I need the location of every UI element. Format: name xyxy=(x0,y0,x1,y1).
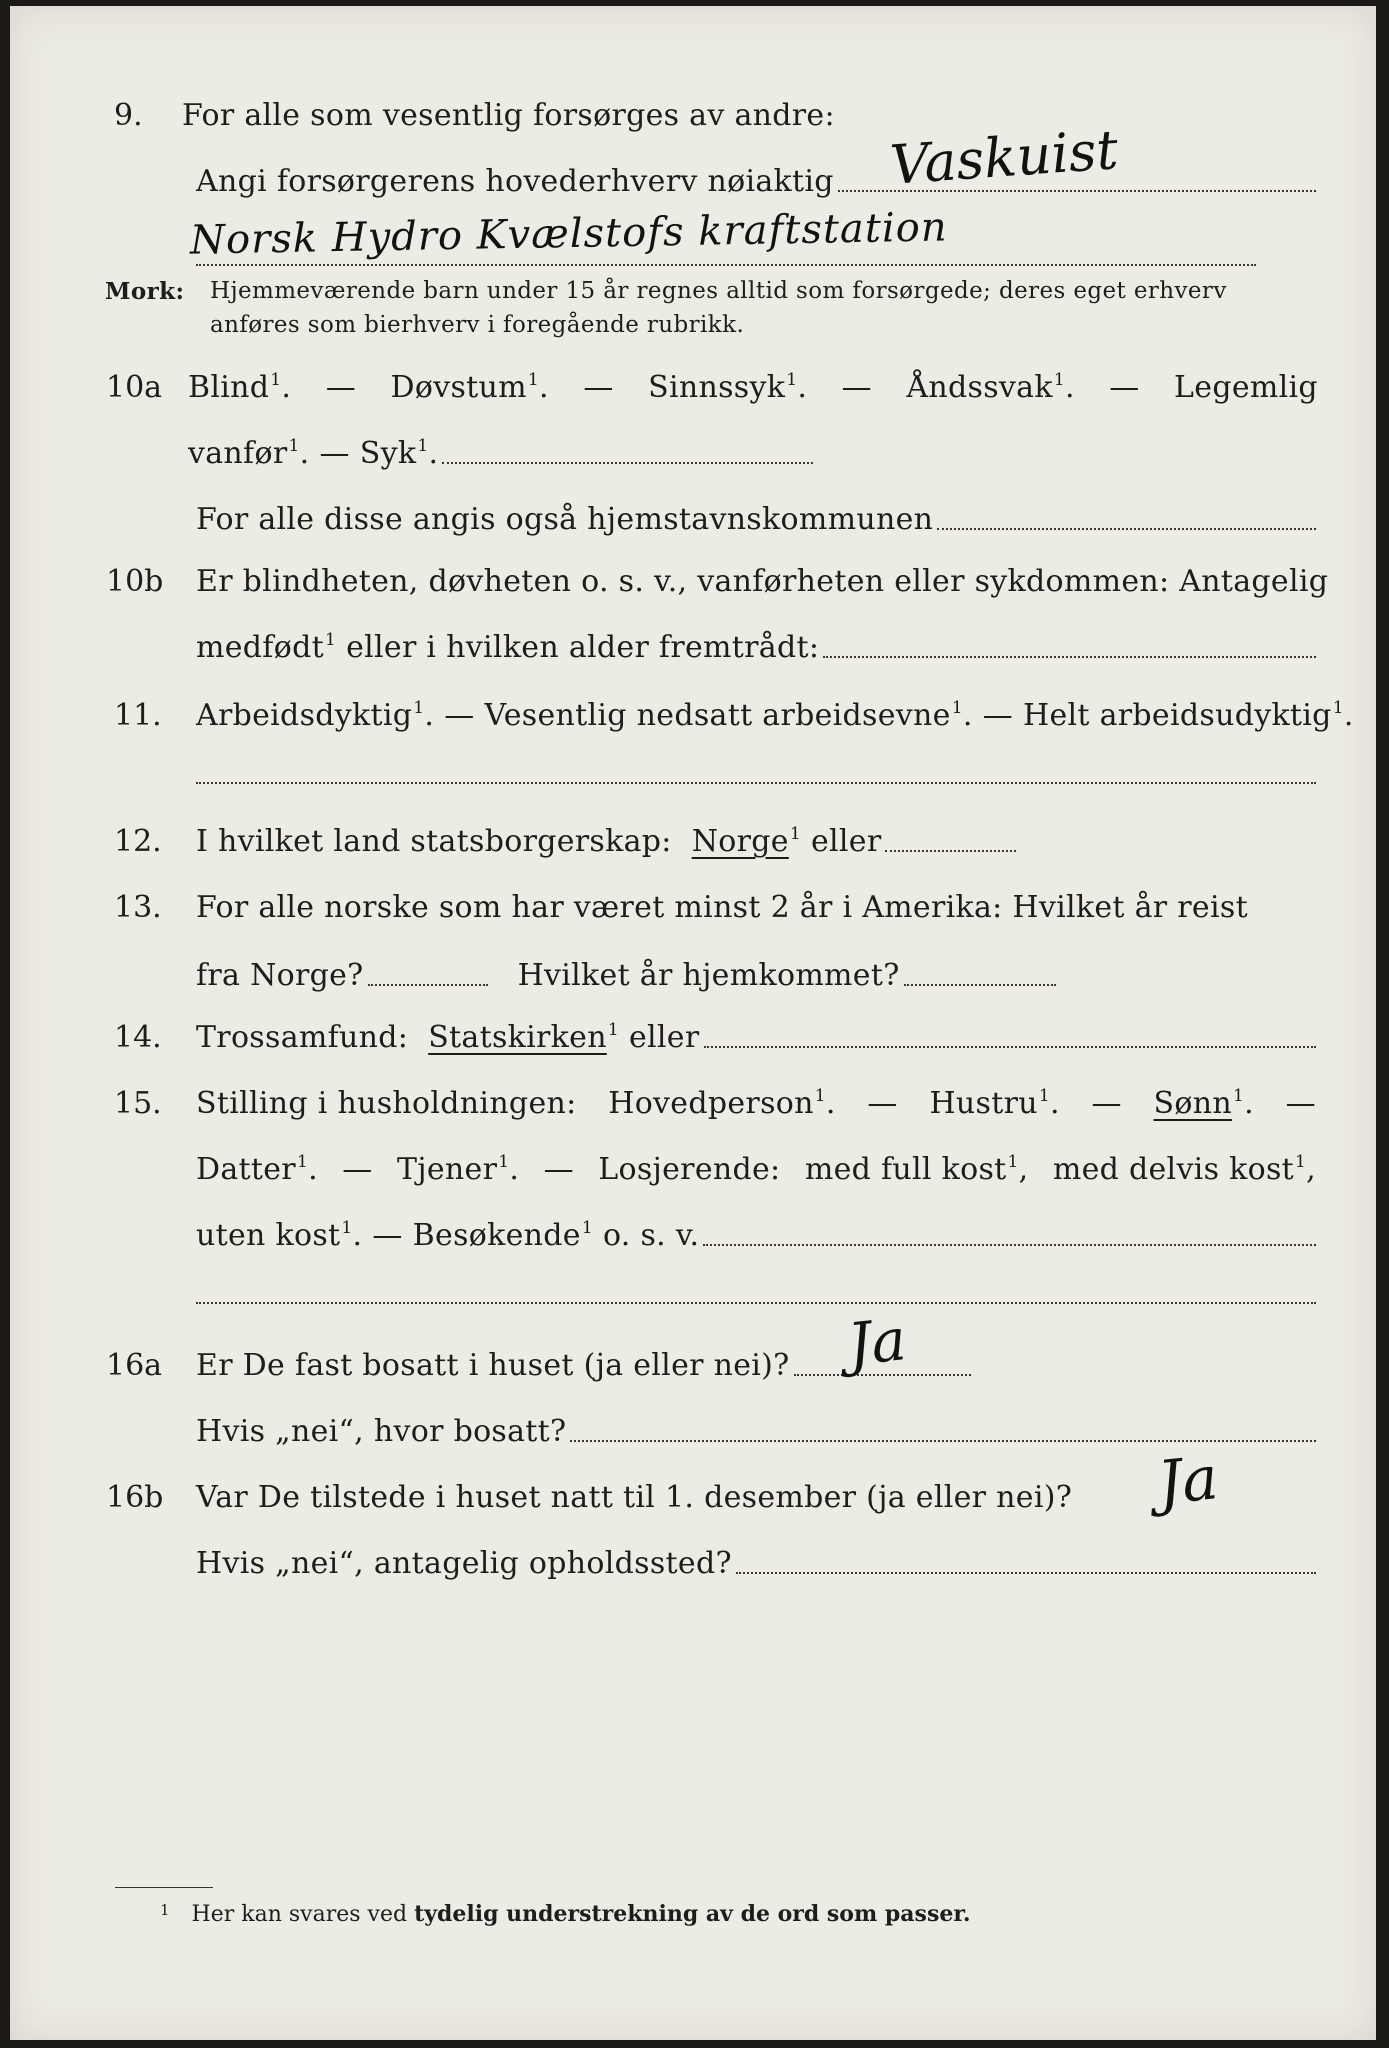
q14-eller: eller xyxy=(628,1020,700,1055)
q10a-syk-field[interactable] xyxy=(442,462,813,464)
q15-datter: Datter xyxy=(196,1152,296,1187)
q15-field-2[interactable] xyxy=(196,1302,1316,1304)
q16b-line-2 xyxy=(196,1546,1316,1581)
q9-question: For alle som vesentlig forsørges av andre: xyxy=(182,98,835,133)
q10a-line-3 xyxy=(196,502,1316,537)
q11-line: Arbeidsdyktig 1 . — Vesentlig nedsatt arbeidsevne 1 . — Helt arbeidsudyktig 1 . xyxy=(196,698,1354,733)
q16a-answer: Ja xyxy=(844,1305,910,1379)
q10a-line-1: Blind$^1$. — Døvstum$^1$. — Sinnssyk$^1$. — Åndssvak$^1$. — Legemlig xyxy=(188,370,1318,405)
q10a-syk: Syk xyxy=(359,436,417,471)
footnote-rule xyxy=(115,1887,213,1888)
mork-text-2: anføres som bierhverv i foregående rubrikk. xyxy=(210,312,745,338)
q15-osv: o. s. v. xyxy=(602,1218,700,1253)
q13-year-returned-field[interactable] xyxy=(904,984,1056,986)
q13-text-3: Hvilket år hjemkommet? xyxy=(517,958,900,993)
q16a-text-1: Er De fast bosatt i huset (ja eller nei)? xyxy=(196,1348,790,1383)
q15-line-1: Stilling i husholdningen: Hovedperson$^1$. — Hustru$^1$. — Sønn$^1$. — xyxy=(196,1086,1316,1121)
q12-eller: eller xyxy=(810,824,882,859)
q10b-medfodt: medfødt xyxy=(196,630,324,665)
q14-statskirken: Statskirken xyxy=(428,1020,607,1055)
q14-label: Trossamfund: xyxy=(196,1020,409,1055)
q15-line-3: uten kost 1 . — Besøkende 1 o. s. v. xyxy=(196,1218,1316,1253)
q16b-line-1 xyxy=(196,1480,1072,1515)
q12-norge: Norge xyxy=(691,824,789,859)
q10a-sinnssyk: Sinnssyk xyxy=(648,370,786,405)
footnote xyxy=(160,1901,971,1927)
q10b-number: 10b xyxy=(106,564,164,599)
q15-label: Stilling i husholdningen: xyxy=(196,1086,577,1121)
q15-hustru: Hustru xyxy=(929,1086,1038,1121)
q16b-text-2: Hvis „nei“, antagelig opholdssted? xyxy=(196,1546,732,1581)
q9-number: 9. xyxy=(114,98,143,133)
census-form-page xyxy=(10,6,1376,2040)
q12-number: 12. xyxy=(114,824,162,859)
q10b-text-1: Er blindheten, døvheten o. s. v., vanførheten eller sykdommen: Antagelig xyxy=(196,564,1329,599)
q10a-dovstum: Døvstum xyxy=(390,370,527,405)
q14-line: Trossamfund: Statskirken 1 eller xyxy=(196,1020,1316,1055)
q15-tjener: Tjener xyxy=(396,1152,498,1187)
q10b-line-2: medfødt 1 eller i hvilken alder fremtrådt: xyxy=(196,630,1316,665)
q11-number: 11. xyxy=(114,698,162,733)
q11-field[interactable] xyxy=(196,782,1316,784)
q10a-legemlig: Legemlig xyxy=(1174,370,1318,405)
q16b-text-1: Var De tilstede i huset natt til 1. desember (ja eller nei)? xyxy=(196,1480,1073,1515)
q11-udyktig: Helt arbeidsudyktig xyxy=(1023,698,1332,733)
q16a-number: 16a xyxy=(106,1348,163,1383)
q10a-line-2: vanfør 1 . — Syk 1 . xyxy=(188,436,813,471)
q13-text-1: For alle norske som har været minst 2 år i Amerika: Hvilket år reist xyxy=(196,890,1248,925)
q15-uten-kost: uten kost xyxy=(196,1218,341,1253)
q10a-blind: Blind xyxy=(188,370,270,405)
q16b-field-2[interactable] xyxy=(736,1572,1316,1574)
q14-number: 14. xyxy=(114,1020,162,1055)
q13-year-left-field[interactable] xyxy=(368,984,488,986)
q10b-line-1 xyxy=(196,564,1328,599)
q15-line-2: Datter$^1$. — Tjener$^1$. — Losjerende: med full kost$^1$, med delvis kost$^1$, xyxy=(196,1152,1316,1187)
q16a-field-2[interactable] xyxy=(570,1440,1316,1442)
q15-losjerende: Losjerende: xyxy=(598,1152,781,1187)
mork-text-1: Hjemmeværende barn under 15 år regnes alltid som forsørgede; deres eget erhverv xyxy=(210,278,1227,304)
footnote-bold-text: tydelig understrekning av de ord som passer. xyxy=(414,1901,971,1927)
q15-hovedperson: Hovedperson xyxy=(608,1086,814,1121)
q13-line-2 xyxy=(196,958,1056,993)
q12-field[interactable] xyxy=(885,850,1016,852)
q11-arbeidsdyktig: Arbeidsdyktig xyxy=(196,698,413,733)
q11-nedsatt: Vesentlig nedsatt arbeidsevne xyxy=(484,698,951,733)
q16a-line-2 xyxy=(196,1414,1316,1449)
q13-number: 13. xyxy=(114,890,162,925)
q15-delvis-kost: med delvis kost xyxy=(1052,1152,1295,1187)
q10a-number: 10a xyxy=(106,370,163,405)
q9-text xyxy=(182,98,835,133)
q9-provider-field-2[interactable] xyxy=(196,264,1256,266)
q16a-text-2: Hvis „nei“, hvor bosatt? xyxy=(196,1414,567,1449)
q12-text: I hvilket land statsborgerskap: xyxy=(196,824,672,859)
q10a-andssvak: Åndssvak xyxy=(906,370,1053,405)
footnote-mark: 1 xyxy=(160,1901,170,1919)
q15-sonn: Sønn xyxy=(1153,1086,1232,1121)
q15-full-kost: med full kost xyxy=(804,1152,1007,1187)
q9-provider-answer-1: Vaskuist xyxy=(888,118,1121,197)
q12-line: I hvilket land statsborgerskap: Norge 1 eller xyxy=(196,824,1016,859)
q10a-vanfor: vanfør xyxy=(188,436,288,471)
q15-number: 15. xyxy=(114,1086,162,1121)
q13-line-1 xyxy=(196,890,1248,925)
footnote-text: Her kan svares ved xyxy=(191,1902,408,1927)
q15-besokende: Besøkende xyxy=(412,1218,581,1253)
q10b-field[interactable] xyxy=(823,656,1316,658)
q10b-text-2: eller i hvilken alder fremtrådt: xyxy=(346,630,820,665)
q10a-hjemstavn-field[interactable] xyxy=(937,528,1316,530)
q16b-answer: Ja xyxy=(1154,1443,1222,1519)
q16b-number: 16b xyxy=(106,1480,164,1515)
q9-provider-label: Angi forsørgerens hovederhverv nøiaktig xyxy=(196,164,834,199)
q9-provider-line xyxy=(196,164,1316,199)
q15-field[interactable] xyxy=(703,1244,1316,1246)
q14-field[interactable] xyxy=(704,1046,1317,1048)
q9-provider-answer-2: Norsk Hydro Kvælstofs kraftstation xyxy=(189,204,948,264)
q10a-hjemstavn: For alle disse angis også hjemstavnskommunen xyxy=(196,502,934,537)
mork-label: Mork: xyxy=(105,278,185,305)
q13-text-2: fra Norge? xyxy=(196,958,364,993)
